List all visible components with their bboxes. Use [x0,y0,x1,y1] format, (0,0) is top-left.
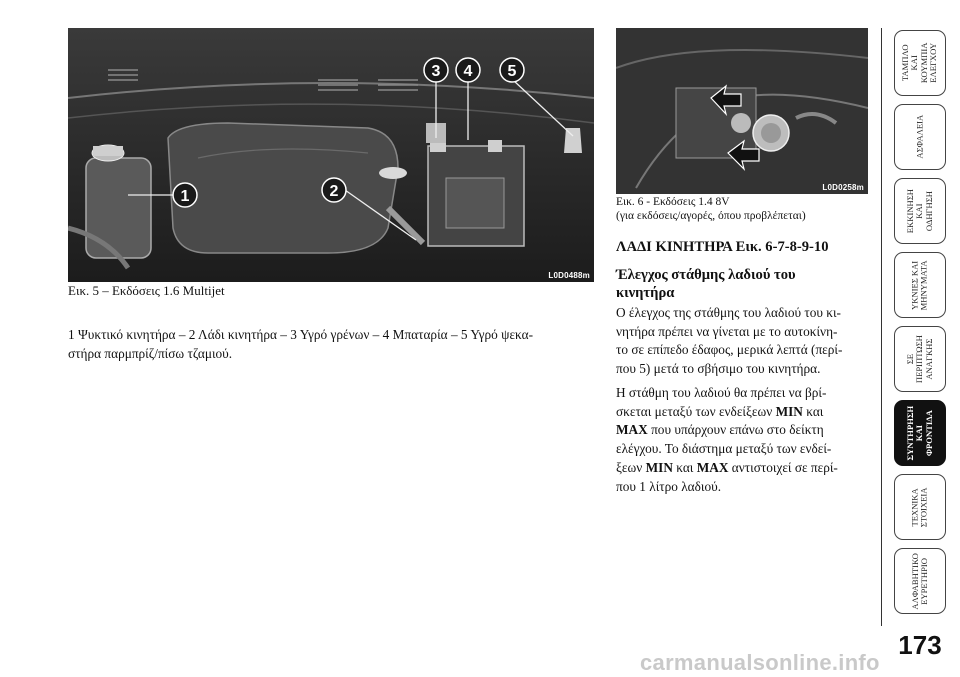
sidebar-divider [881,28,882,626]
paragraph-2-line [616,459,868,478]
paragraph-1-line: που 5) μετά το σβήσιμο του κινητήρα. [616,361,821,377]
paragraph-2-line [616,421,868,440]
max-mark: MAX [696,459,729,475]
callout-3 [424,58,448,82]
callout-5-number: 5 [507,63,517,80]
callout-2 [322,178,346,202]
paragraph-1-line: νητήρα πρέπει να γίνεται με το αυτοκίνη- [616,323,838,339]
tab-technical-data[interactable] [894,474,946,540]
engine-bay-illustration [68,28,594,282]
section-subtitle-line1: Έλεγχος στάθμης λαδιού του [616,267,796,283]
figure6-caption-line1: Εικ. 6 - Εκδόσεις 1.4 8V [616,196,730,208]
paragraph-1-line: Ο έλεγχος της στάθμης του λαδιού του κι- [616,305,841,320]
paragraph-2-line: που 1 λίτρο λαδιού. [616,478,722,494]
tab-label: ΑΣΦΑΛΕΙΑ [914,115,925,159]
tab-label: ΤΑΜΠΛΟ ΚΑΙ ΚΟΥΜΠΙΑ ΕΛΕΓΧΟΥ [900,42,939,84]
section-subtitle [616,266,796,302]
tab-safety[interactable] [894,104,946,170]
figure6-code: L0D0258m [822,183,864,192]
tab-dashboard-controls[interactable] [894,30,946,96]
text-run: και [802,403,824,419]
callout-4-number: 4 [463,63,473,80]
paragraph-2-line: ελέγχου. Το διάστημα μεταξύ των ενδεί- [616,441,832,457]
figure5-legend [68,326,594,363]
tab-label: ΣΥΝΤΗΡΗΣΗ ΚΑΙ ΦΡΟΝΤΙΔΑ [904,405,934,461]
section-subtitle-line2: κινητήρα [616,285,675,301]
figure5-legend-line1: 1 Ψυκτικό κινητήρα – 2 Λάδι κινητήρα – 3 Υγρό γρένων – 4 Μπαταρία – 5 Υγρό ψεκα- [68,327,534,342]
tab-starting-driving[interactable] [894,178,946,244]
callout-1-number: 1 [180,188,190,205]
min-mark: MIN [645,459,673,475]
text-run: σκεται μεταξύ των ενδείξεων [616,403,776,419]
oil-filler-illustration [616,28,868,194]
text-run: και [672,459,697,475]
callout-2-number: 2 [329,183,339,200]
oil-filler-figure [616,28,868,194]
tab-label: ΥΚΝΙΕΣ ΚΑΙ ΜΗΝΥΜΑΤΑ [909,260,929,310]
paragraph-2-line: Η στάθμη του λαδιού θα πρέπει να βρί- [616,385,827,400]
figure5-caption: Εικ. 5 – Εκδόσεις 1.6 Multijet [68,283,225,298]
tab-label: ΑΛΦΑΒΗΤΙΚΟ ΕΥΡΕΤΗΡΙΟ [909,552,930,610]
text-run: αντιστοιχεί σε περί- [728,459,838,475]
tab-label: ΕΚΚΙΝΗΣΗ ΚΑΙ ΟΔΗΓΗΣΗ [904,188,934,234]
tab-emergency[interactable] [894,326,946,392]
tab-maintenance-care[interactable] [894,400,946,466]
text-run: ξεων [616,459,646,475]
callout-1 [173,183,197,207]
tab-warning-lights[interactable] [894,252,946,318]
figure6-caption-line2: (για εκδόσεις/αγορές, όπου προβλέπεται) [616,210,806,222]
tab-label: ΤΕΧΝΙΚΑ ΣΤΟΙΧΕΙΑ [909,487,929,527]
paragraph-1-line: το σε επίπεδο έδαφος, μερικά λεπτά (περί- [616,342,843,358]
figure6-caption [616,195,806,223]
paragraph-1 [616,304,868,379]
callout-5 [500,58,524,82]
engine-bay-figure [68,28,594,282]
min-mark: MIN [775,403,803,419]
max-mark: MAX [616,422,648,438]
page-number: 173 [898,630,942,660]
section-title: ΛΑΔΙ ΚΙΝΗΤΗΡΑ Εικ. 6-7-8-9-10 [616,239,829,255]
tab-label: ΣΕ ΠΕΡΙΠΤΩΣΗ ΑΝΑΓΚΗΣ [904,335,934,383]
callout-4 [456,58,480,82]
figure5-legend-line2: στήρα παρμπρίζ/πίσω τζαμιού. [68,345,233,361]
callout-3-number: 3 [431,63,441,80]
paragraph-2 [616,384,868,496]
watermark: carmanualsonline.info [640,650,880,675]
figure5-code: L0D0488m [548,271,590,280]
paragraph-2-line [616,403,868,422]
tab-alphabetical-index[interactable] [894,548,946,614]
text-run: που υπάρχουν επάνω στο δείκτη [647,422,824,438]
